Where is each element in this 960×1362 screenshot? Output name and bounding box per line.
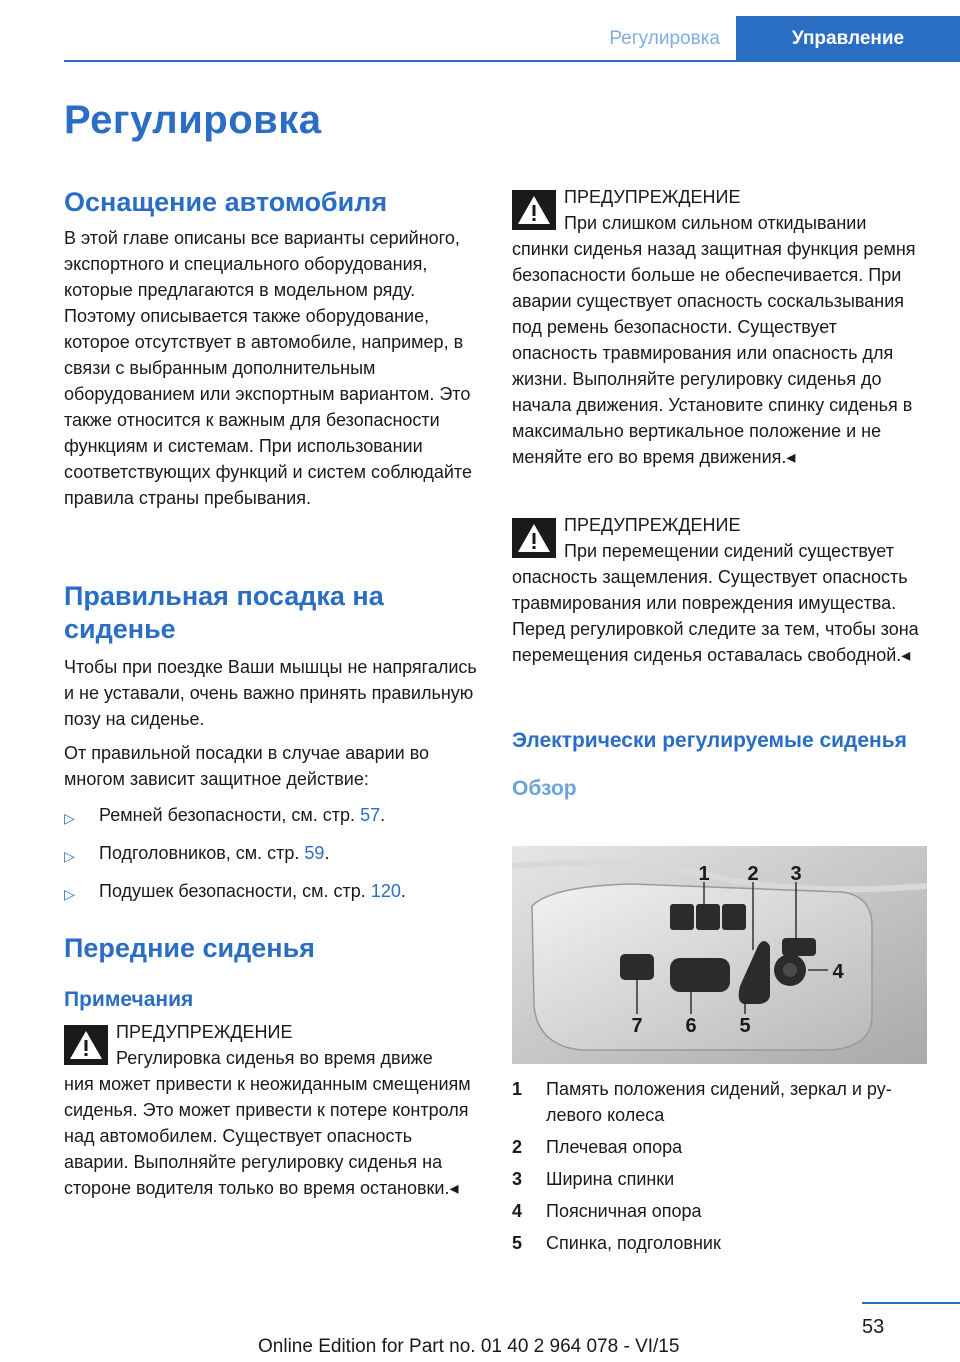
legend-text: Память положения сидений, зеркал и рулевого колеса	[546, 1079, 892, 1125]
section-tab: Регулировка	[609, 28, 720, 49]
legend-number: 1	[512, 1079, 523, 1099]
warning-triangle-icon	[512, 190, 556, 230]
legend-number: 3	[512, 1169, 523, 1189]
legend-list	[512, 1076, 927, 1262]
warning-text: ния может привести к неожиданным смещениям сиденья. Это может привести к потере контроля над автомобилем. Существует опасность аварии. Выполняйте регулировку сиденья на стороне водителя только во время остановки.◂	[64, 1074, 471, 1198]
legend-text: Поясничная опора	[546, 1201, 702, 1221]
page-link[interactable]: 57	[360, 805, 381, 825]
front-seats-title: Передние сиденья	[64, 933, 315, 963]
warning-triangle-icon	[64, 1025, 108, 1065]
legend-text: Ширина спинки	[546, 1169, 675, 1189]
warning-box	[64, 1019, 479, 1201]
triangle-bullet-icon: ▷	[64, 848, 75, 864]
front-seats-section	[64, 932, 479, 1201]
equipment-text: В этой главе описаны все варианты серийного, экспортного и специального оборудования, которые предлагаются в модельном ряду. Поэтому описывается также оборудование, которое отсутствует в автомобиле, например, в связи с выбранным дополнительным оборудованием или экспортным вариантом. Это также относится к важным для безопасности функциям и системам. При использовании соответствующих функций и систем соблюдайте правила страны пребывания.	[64, 228, 472, 508]
legend-item	[512, 1198, 927, 1224]
callout-6: 6	[685, 1015, 697, 1037]
warning-label: ПРЕДУПРЕЖДЕНИЕ	[564, 515, 741, 535]
warning-text-first: При перемещении сидений существует	[564, 541, 894, 561]
footer-rule	[862, 1302, 960, 1304]
warning-box	[512, 184, 927, 470]
callout-4: 4	[832, 961, 844, 983]
legend-number: 2	[512, 1137, 523, 1157]
legend-text: Плечевая опора	[546, 1137, 683, 1157]
legend-item	[512, 1166, 927, 1192]
warning-text: спинки сиденья назад защитная функция ремня безопасности больше не обеспечивается. При аварии существует опасность соскальзывания под ремень безопасности. Существует опасность травмирования или опасность для жизни. Выполняйте регулировку сиденья до начала движения. Установите спинку сиденья в максимально вертикальное положение и не меняйте его во время движения.◂	[512, 239, 916, 467]
warning-text-first: Регулировка сиденья во время движе	[116, 1048, 433, 1068]
legend-number: 4	[512, 1201, 523, 1221]
triangle-bullet-icon: ▷	[64, 886, 75, 902]
callout-5: 5	[739, 1015, 751, 1037]
callout-1: 1	[698, 863, 710, 885]
legend-item	[512, 1134, 927, 1160]
warning-label: ПРЕДУПРЕЖДЕНИЕ	[564, 187, 741, 207]
notes-title: Примечания	[64, 988, 194, 1011]
posture-section	[64, 580, 479, 916]
page-header	[64, 16, 960, 62]
list-item: ▷ Подушек безопасности, см. стр. 120.	[64, 878, 479, 904]
list-item: ▷ Подголовников, см. стр. 59.	[64, 840, 479, 866]
warning-label: ПРЕДУПРЕЖДЕНИЕ	[116, 1022, 293, 1042]
page-number: 53	[862, 1316, 885, 1338]
callout-3: 3	[790, 863, 802, 885]
legend-number: 5	[512, 1233, 523, 1253]
page-link[interactable]: 59	[304, 843, 325, 863]
seat-controls-illustration	[512, 846, 927, 1064]
overview-title: Обзор	[512, 777, 577, 800]
chapter-tab: Управление	[736, 16, 960, 62]
callout-2: 2	[747, 863, 759, 885]
posture-list	[64, 802, 479, 904]
warning-triangle-icon	[512, 518, 556, 558]
warning-text: опасность защемления. Существует опасность травмирования или повреждения имущества. Перед регулировкой следите за тем, чтобы зона перемещения сиденья оставалась свободной.◂	[512, 567, 919, 665]
page-link[interactable]: 120	[370, 881, 401, 901]
warning-box	[512, 512, 927, 668]
posture-text-2: От правильной посадки в случае аварии во многом зависит защитное действие:	[64, 743, 430, 789]
warning-text-first: При слишком сильном откидывании	[564, 213, 867, 233]
edition-footer: Online Edition for Part no. 01 40 2 964 078 - VI/15	[258, 1336, 680, 1357]
seat-controls-photo	[512, 846, 927, 1064]
legend-text: Спинка, подголовник	[546, 1233, 721, 1253]
legend-item	[512, 1230, 927, 1256]
posture-title: Правильная посадка на сиденье	[64, 581, 384, 644]
posture-text-1: Чтобы при поездке Ваши мышцы не напрягались и не уставали, очень важно принять правильную позу на сиденье.	[64, 657, 477, 729]
callout-7: 7	[631, 1015, 643, 1037]
equipment-section	[64, 186, 479, 511]
triangle-bullet-icon: ▷	[64, 810, 75, 826]
list-item: ▷ Ремней безопасности, см. стр. 57.	[64, 802, 479, 828]
equipment-title: Оснащение автомобиля	[64, 187, 388, 217]
electric-seats-title: Электрически регулируемые сиденья	[512, 729, 907, 752]
legend-item	[512, 1076, 927, 1128]
electric-seats-section	[512, 728, 927, 802]
page-title: Регулировка	[64, 98, 322, 142]
